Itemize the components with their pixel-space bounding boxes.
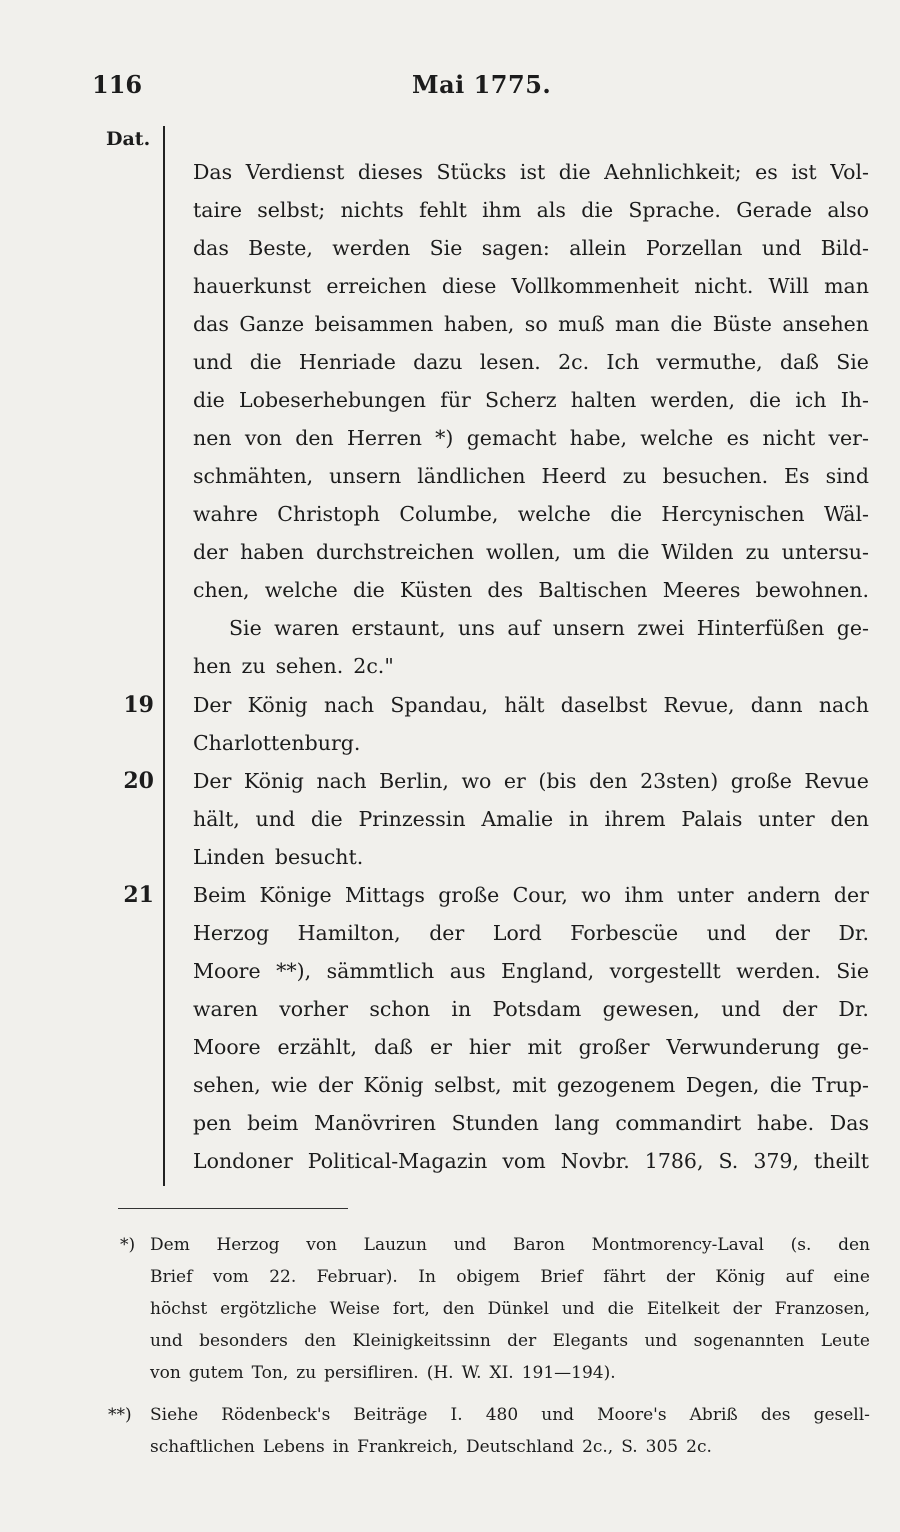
footnote-line: höchst ergötzliche Weise fort, den Dünkel und die Eitelkeit der Franzosen, (150, 1299, 870, 1319)
running-head: Mai 1775. (412, 70, 552, 99)
column-divider (163, 126, 165, 1186)
footnote-mark-1: *) (120, 1235, 136, 1255)
text-line: nen von den Herren *) gemacht habe, welche es nicht ver- (193, 426, 869, 450)
text-line: der haben durchstreichen wollen, um die Wilden zu untersu- (193, 540, 869, 564)
text-line: das Ganze beisammen haben, so muß man die Büste ansehen (193, 312, 869, 336)
text-line: hält, und die Prinzessin Amalie in ihrem Palais unter den (193, 807, 869, 831)
page-header (92, 70, 872, 110)
text-line: Der König nach Spandau, hält daselbst Revue, dann nach (193, 693, 869, 717)
text-line: Beim Könige Mittags große Cour, wo ihm unter andern der (193, 883, 869, 907)
text-line: Moore **), sämmtlich aus England, vorgestellt werden. Sie (193, 959, 869, 983)
date-21: 21 (123, 882, 154, 908)
text-line: die Lobeserhebungen für Scherz halten werden, die ich Ih- (193, 388, 869, 412)
text-line: hauerkunst erreichen diese Vollkommenheit nicht. Will man (193, 274, 869, 298)
text-line: Sie waren erstaunt, uns auf unsern zwei Hinterfüßen ge- (229, 616, 869, 640)
footnote-line: und besonders den Kleinigkeitssinn der Elegants und sogenannten Leute (150, 1331, 870, 1351)
date-19: 19 (123, 692, 154, 718)
text-line: waren vorher schon in Potsdam gewesen, und der Dr. (193, 997, 869, 1021)
footnote-line: Siehe Rödenbeck's Beiträge I. 480 und Moore's Abriß des gesell- (150, 1405, 870, 1425)
text-line: Londoner Political-Magazin vom Novbr. 1786, S. 379, theilt (193, 1149, 869, 1173)
text-line: das Beste, werden Sie sagen: allein Porzellan und Bild- (193, 236, 869, 260)
footnote-line: von gutem Ton, zu persifliren. (H. W. XI. 191—194). (150, 1363, 616, 1383)
text-line: Charlottenburg. (193, 731, 361, 755)
text-line: wahre Christoph Columbe, welche die Hercynischen Wäl- (193, 502, 869, 526)
text-line: und die Henriade dazu lesen. 2c. Ich vermuthe, daß Sie (193, 350, 869, 374)
date-column-label: Dat. (106, 128, 151, 150)
text-line: Moore erzählt, daß er hier mit großer Verwunderung ge- (193, 1035, 869, 1059)
text-line: Linden besucht. (193, 845, 364, 869)
footnote-line: schaftlichen Lebens in Frankreich, Deutschland 2c., S. 305 2c. (150, 1437, 712, 1457)
text-line: Herzog Hamilton, der Lord Forbescüe und der Dr. (193, 921, 869, 945)
page-number: 116 (92, 70, 143, 99)
footnote-rule (118, 1208, 348, 1209)
text-line: sehen, wie der König selbst, mit gezogenem Degen, die Trup- (193, 1073, 869, 1097)
footnote-mark-2: **) (108, 1405, 132, 1425)
text-line: pen beim Manövriren Stunden lang commandirt habe. Das (193, 1111, 869, 1135)
date-20: 20 (123, 768, 154, 794)
text-line: schmähten, unsern ländlichen Heerd zu besuchen. Es sind (193, 464, 869, 488)
text-line: Das Verdienst dieses Stücks ist die Aehnlichkeit; es ist Vol- (193, 160, 869, 184)
text-line: hen zu sehen. 2c." (193, 654, 394, 678)
text-line: taire selbst; nichts fehlt ihm als die Sprache. Gerade also (193, 198, 869, 222)
footnote-line: Dem Herzog von Lauzun und Baron Montmorency-Laval (s. den (150, 1235, 870, 1255)
text-line: Der König nach Berlin, wo er (bis den 23sten) große Revue (193, 769, 869, 793)
footnote-line: Brief vom 22. Februar). In obigem Brief fährt der König auf eine (150, 1267, 870, 1287)
text-line: chen, welche die Küsten des Baltischen Meeres bewohnen. (193, 578, 869, 602)
